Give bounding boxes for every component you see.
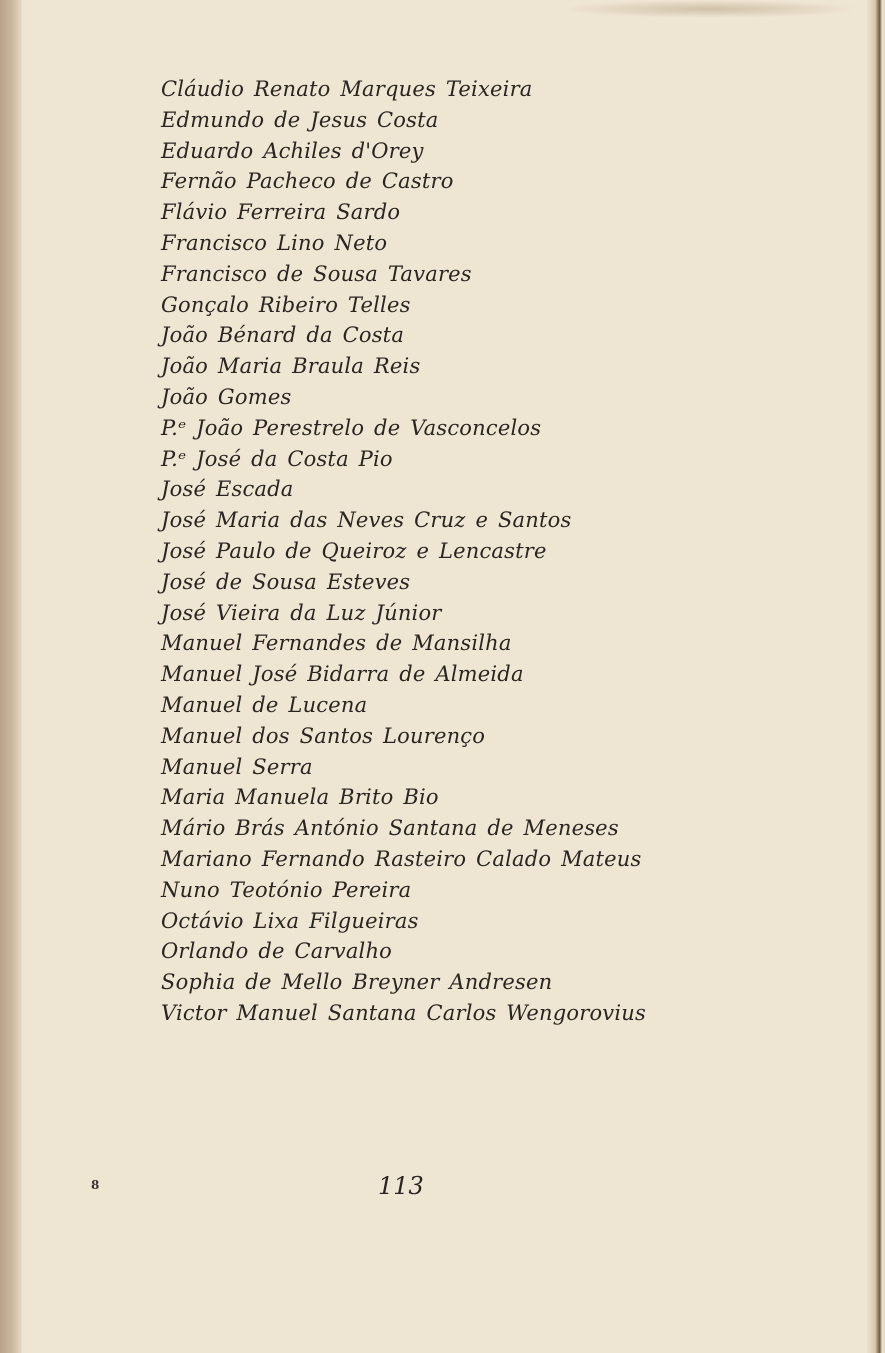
name-line: João Bénard da Costa	[161, 323, 405, 348]
name-line: Francisco Lino Neto	[161, 230, 388, 255]
name-line: Mariano Fernando Rasteiro Calado Mateus	[161, 846, 642, 871]
name-line: Edmundo de Jesus Costa	[161, 107, 439, 132]
name-line: Manuel de Lucena	[161, 692, 368, 717]
name-line: José de Sousa Esteves	[161, 569, 411, 594]
name-line: João Gomes	[161, 384, 292, 409]
name-line: Cláudio Renato Marques Teixeira	[161, 77, 533, 101]
name-line: Francisco de Sousa Tavares	[161, 261, 472, 286]
name-line: José Vieira da Luz Júnior	[161, 600, 442, 625]
name-line: Eduardo Achiles d'Orey	[161, 138, 424, 163]
name-line: José Paulo de Queiroz e Lencastre	[161, 538, 547, 563]
page-stain	[560, 0, 860, 18]
page-number: 113	[378, 1172, 424, 1200]
name-line: Flávio Ferreira Sardo	[161, 200, 401, 225]
signatory-name-list	[161, 74, 646, 1029]
name-line: Sophia de Mello Breyner Andresen	[161, 970, 553, 995]
name-line: Manuel Fernandes de Mansilha	[161, 631, 512, 656]
name-line: João Maria Braula Reis	[161, 354, 421, 379]
name-line: Nuno Teotónio Pereira	[161, 877, 412, 902]
name-line: Mário Brás António Santana de Meneses	[161, 816, 619, 841]
name-line: Octávio Lixa Filgueiras	[161, 908, 419, 933]
name-line: Manuel José Bidarra de Almeida	[161, 662, 524, 687]
name-line: Orlando de Carvalho	[161, 939, 393, 964]
name-line: Maria Manuela Brito Bio	[161, 785, 439, 810]
page-left-edge	[0, 0, 22, 1353]
name-line: Victor Manuel Santana Carlos Wengorovius	[161, 1000, 646, 1025]
name-line: P.ᵉ João Perestrelo de Vasconcelos	[161, 415, 542, 440]
name-line: Fernão Pacheco de Castro	[161, 169, 454, 194]
signature-mark: 8	[91, 1178, 100, 1192]
name-line: Manuel Serra	[161, 754, 313, 779]
name-line: José Maria das Neves Cruz e Santos	[161, 508, 572, 533]
name-line: Gonçalo Ribeiro Telles	[161, 292, 411, 317]
page-right-edge	[867, 0, 885, 1353]
name-line: José Escada	[161, 477, 294, 502]
name-line: Manuel dos Santos Lourenço	[161, 723, 486, 748]
name-line: P.ᵉ José da Costa Pio	[161, 446, 393, 471]
